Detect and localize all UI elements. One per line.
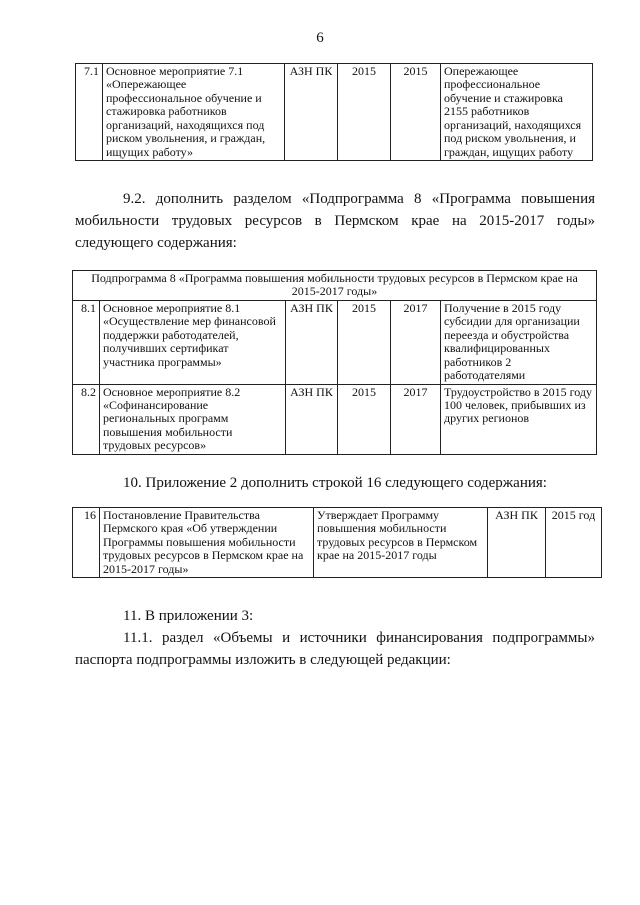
document-content: Утверждает Программу повышения мобильности трудовых ресурсов в Пермском крае на 2015-2017 годы <box>314 508 488 578</box>
executor: АЗН ПК <box>285 64 338 161</box>
row-number: 8.1 <box>73 300 100 384</box>
table-appendix-2-row-16 <box>72 507 602 578</box>
paragraph-9-2 <box>75 188 595 254</box>
start-year: 2015 <box>338 300 391 384</box>
paragraph-9-2-text: 9.2. дополнить разделом «Подпрограмма 8 «Программа повышения мобильности трудовых ресурсов в Пермском крае на 2015-2017 годы» следующего содержания: <box>75 191 595 251</box>
table-row <box>73 384 597 454</box>
row-number: 8.2 <box>73 384 100 454</box>
paragraph-10-text: 10. Приложение 2 дополнить строкой 16 следующего содержания: <box>123 475 547 491</box>
date: 2015 год <box>546 508 602 578</box>
start-year: 2015 <box>338 384 391 454</box>
executor: АЗН ПК <box>286 384 338 454</box>
end-year: 2015 <box>391 64 441 161</box>
expected-result: Опережающее профессиональное обучение и стажировка 2155 работников организаций, находящихся под риском увольнения, и граждан, ищущих работу <box>441 64 593 161</box>
paragraph-11 <box>75 605 595 627</box>
paragraph-11-1-text: 11.1. раздел «Объемы и источники финансирования подпрограммы» паспорта подпрограммы изложить в следующей редакции: <box>75 630 595 668</box>
end-year: 2017 <box>391 300 441 384</box>
document-name: Постановление Правительства Пермского края «Об утверждении Программы повышения мобильности трудовых ресурсов в Пермском крае на 2015-2017 годы» <box>100 508 314 578</box>
executor: АЗН ПК <box>286 300 338 384</box>
table-row <box>73 300 597 384</box>
executor: АЗН ПК <box>488 508 546 578</box>
subprogram-title: Подпрограмма 8 «Программа повышения мобильности трудовых ресурсов в Пермском крае на 2015-2017 годы» <box>73 271 597 301</box>
row-number: 16 <box>73 508 100 578</box>
activity-name: Основное мероприятие 8.2 «Софинансирование региональных программ повышения мобильности трудовых ресурсов» <box>100 384 286 454</box>
paragraph-10 <box>75 472 595 494</box>
row-number: 7.1 <box>76 64 103 161</box>
expected-result: Трудоустройство в 2015 году 100 человек, прибывших из других регионов <box>441 384 597 454</box>
table-7-1 <box>75 63 593 161</box>
activity-name: Основное мероприятие 7.1 «Опережающее профессиональное обучение и стажировка работников организаций, находящихся под риском увольнения, и граждан, ищущих работу» <box>103 64 285 161</box>
start-year: 2015 <box>338 64 391 161</box>
table-subprogram-8 <box>72 270 597 455</box>
table-header-row <box>73 271 597 301</box>
paragraph-11-1 <box>75 627 595 671</box>
table-row <box>76 64 593 161</box>
table-row <box>73 508 602 578</box>
paragraph-11-text: 11. В приложении 3: <box>123 608 254 624</box>
activity-name: Основное мероприятие 8.1 «Осуществление мер финансовой поддержки работодателей, получивших сертификат участника программы» <box>100 300 286 384</box>
end-year: 2017 <box>391 384 441 454</box>
expected-result: Получение в 2015 году субсидии для организации переезда и обустройства квалифицированных работников 2 работодателями <box>441 300 597 384</box>
page-number: 6 <box>316 30 324 46</box>
